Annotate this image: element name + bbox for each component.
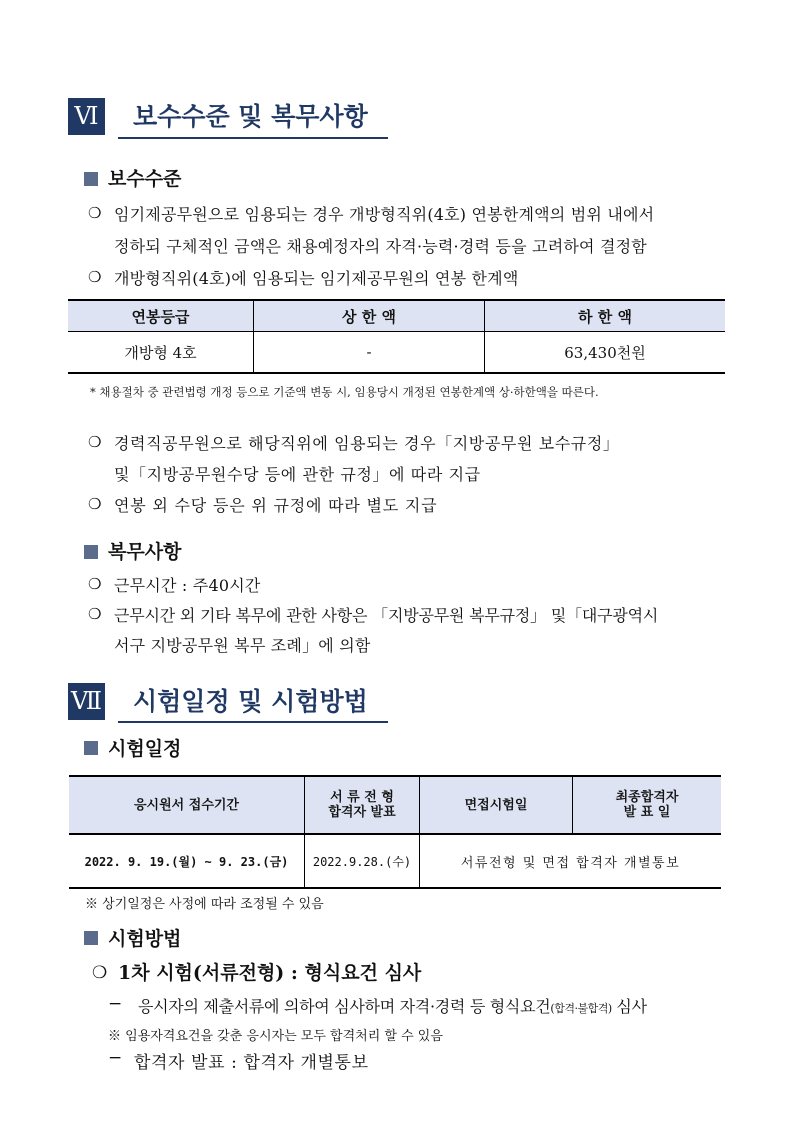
- square-bullet-icon: [84, 741, 98, 755]
- table-header: 상 한 액: [254, 300, 485, 332]
- section-number: Ⅵ: [74, 104, 99, 130]
- table-cell: 서류전형 및 면접 합격자 개별통보: [460, 855, 681, 871]
- subsection-heading-pay: 보수수준: [108, 168, 182, 190]
- pay-bullet1-line2: 정하되 구체적인 금액은 채용예정자의 자격·능력·경력 등을 고려하여 결정함: [114, 237, 647, 256]
- circle-bullet-icon: ❍: [92, 963, 108, 983]
- table-header-row: [68, 300, 725, 332]
- table-cell: 2022.9.28.(수): [305, 834, 420, 888]
- method-step1: 1차 시험(서류전형) : 형식요건 심사: [118, 962, 422, 984]
- method-dash1: [138, 994, 647, 1017]
- square-bullet-icon: [84, 545, 98, 559]
- table-header: 하 한 액: [485, 300, 726, 332]
- table-cell: -: [254, 332, 485, 374]
- table-header-line: 합격자 발표: [328, 805, 396, 820]
- salary-footnote: * 채용절차 중 관련법령 개정 등으로 기준액 변동 시, 임용당시 개정된 연봉한계액 상·하한액을 따른다.: [90, 385, 599, 399]
- method-dash1-end: 심사: [611, 997, 647, 1016]
- square-bullet-icon: [84, 172, 98, 186]
- duty-bullet2-line2: 서구 지방공무원 복무 조례」에 의함: [114, 636, 371, 655]
- pay-bullet1-line1: 임기제공무원으로 임용되는 경우 개방형직위(4호) 연봉한계액의 범위 내에서: [114, 205, 655, 224]
- circle-bullet-icon: ❍: [88, 605, 102, 623]
- pay-bullet3-line1: 경력직공무원으로 해당직위에 임용되는 경우「지방공무원 보수규정」: [114, 434, 620, 453]
- circle-bullet-icon: ❍: [88, 575, 102, 593]
- schedule-note: ※ 상기일정은 사정에 따라 조정될 수 있음: [85, 897, 324, 912]
- table-row: [69, 834, 721, 888]
- method-dash2: 합격자 발표 : 합격자 개별통보: [134, 1053, 369, 1073]
- section-title-underline: [118, 137, 388, 139]
- table-header: 면접시험일: [420, 776, 573, 834]
- table-header: [573, 776, 722, 834]
- section-title: 보수수준 및 복무사항: [133, 102, 368, 131]
- dash-icon: −: [108, 994, 123, 1014]
- section-number-badge: [68, 98, 105, 135]
- pay-bullet2: 개방형직위(4호)에 임용되는 임기제공무원의 연봉 한계액: [114, 269, 519, 288]
- circle-bullet-icon: ❍: [88, 495, 102, 513]
- table-header-line: 최종합격자: [615, 790, 679, 805]
- table-header-line: 서 류 전 형: [330, 790, 394, 805]
- table-row: [68, 332, 725, 374]
- circle-bullet-icon: ❍: [88, 268, 102, 286]
- square-bullet-icon: [84, 931, 98, 945]
- table-cell: 2022. 9. 19.(월) ~ 9. 23.(금): [69, 834, 305, 888]
- subsection-heading-schedule: 시험일정: [108, 738, 182, 760]
- salary-table: [68, 299, 725, 374]
- table-cell: 개방형 4호: [68, 332, 254, 374]
- pay-bullet3-line2: 및「지방공무원수당 등에 관한 규정」에 따라 지급: [114, 465, 481, 484]
- method-dash1-small: (합격·불합격): [550, 1002, 612, 1015]
- circle-bullet-icon: ❍: [88, 433, 102, 451]
- dash-icon: −: [108, 1048, 123, 1068]
- schedule-table: [69, 775, 721, 889]
- subsection-heading-duty: 복무사항: [108, 541, 182, 563]
- circle-bullet-icon: ❍: [88, 204, 102, 222]
- table-header: [305, 776, 420, 834]
- section-title: 시험일정 및 시험방법: [133, 687, 368, 716]
- duty-bullet2-line1: 근무시간 외 기타 복무에 관한 사항은 「지방공무원 복무규정」 및「대구광역시: [114, 606, 659, 625]
- table-header-line: 발 표 일: [623, 805, 671, 820]
- table-cell: 63,430천원: [485, 332, 726, 374]
- method-dash1-main: 응시자의 제출서류에 의하여 심사하며 자격·경력 등 형식요건: [138, 997, 551, 1016]
- section-title-underline: [118, 721, 388, 723]
- section-number-badge: [68, 683, 105, 720]
- section-number: Ⅶ: [71, 689, 102, 715]
- table-header: 응시원서 접수기간: [69, 776, 305, 834]
- pay-bullet4: 연봉 외 수당 등은 위 규정에 따라 별도 지급: [114, 496, 438, 515]
- duty-bullet1: 근무시간 : 주40시간: [114, 576, 261, 595]
- table-header: 연봉등급: [68, 300, 254, 332]
- subsection-heading-method: 시험방법: [108, 928, 182, 950]
- method-note1: ※ 임용자격요건을 갖춘 응시자는 모두 합격처리 할 수 있음: [108, 1029, 443, 1044]
- table-header-row: [69, 776, 721, 834]
